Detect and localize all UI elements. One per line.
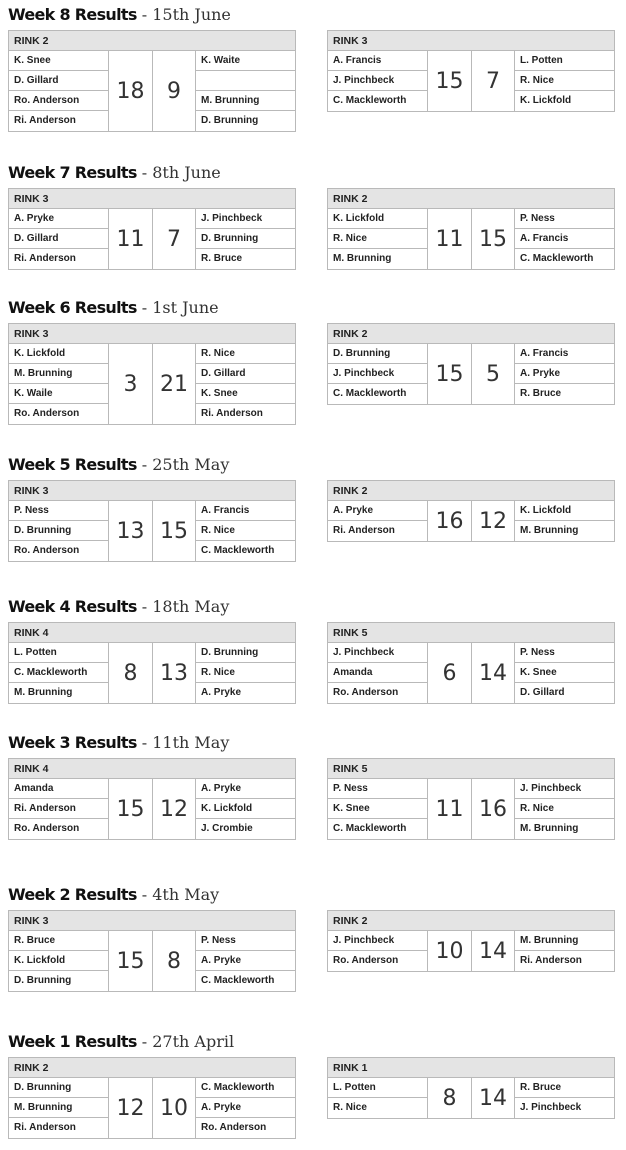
player-name: A. Pryke	[196, 779, 295, 799]
player-name: K. Lickfold	[515, 501, 614, 521]
away-team	[515, 1078, 614, 1118]
player-name: Amanda	[9, 779, 108, 799]
player-name: R. Nice	[333, 1102, 367, 1113]
home-team	[9, 501, 108, 561]
rink-card	[8, 758, 296, 840]
rink-card	[8, 188, 296, 270]
home-score: 11	[108, 209, 152, 269]
rink-label: RINK 2	[328, 324, 614, 344]
player-name: Ri. Anderson	[14, 1122, 76, 1133]
away-team	[196, 501, 295, 561]
home-score: 16	[427, 501, 471, 541]
player-name: M. Brunning	[333, 253, 392, 264]
home-team	[9, 51, 108, 131]
player-name: Ri. Anderson	[14, 253, 76, 264]
rink-body	[9, 779, 295, 839]
away-score: 8	[152, 931, 196, 991]
week-heading	[8, 454, 229, 476]
week-date: 11th May	[152, 733, 230, 752]
rink-card	[8, 1057, 296, 1139]
player-name: D. Brunning	[9, 521, 108, 541]
away-team	[196, 931, 295, 991]
player-name: K. Waile	[9, 384, 108, 404]
rink-label: RINK 3	[9, 481, 295, 501]
away-score: 14	[471, 1078, 515, 1118]
player-name: J. Crombie	[201, 823, 253, 834]
rink-card	[8, 323, 296, 425]
player-name: A. Francis	[328, 51, 427, 71]
home-team	[9, 643, 108, 703]
away-score: 12	[471, 501, 515, 541]
player-name: M. Brunning	[196, 91, 295, 111]
player-name: Ro. Anderson	[9, 91, 108, 111]
player-name: R. Bruce	[201, 253, 243, 264]
home-score: 11	[427, 209, 471, 269]
player-name: Ro. Anderson	[333, 955, 399, 966]
week-title: Week 7 Results	[8, 163, 137, 182]
home-team	[328, 1078, 427, 1118]
week-title: Week 4 Results	[8, 597, 137, 616]
away-score: 9	[152, 51, 196, 131]
player-name: J. Pinchbeck	[328, 364, 427, 384]
player-name: J. Pinchbeck	[196, 209, 295, 229]
week-heading	[8, 297, 219, 319]
title-separator: -	[136, 5, 153, 24]
rink-body	[328, 501, 614, 541]
player-name: R. Nice	[196, 663, 295, 683]
home-team	[328, 931, 427, 971]
away-score: 16	[471, 779, 515, 839]
away-score: 21	[152, 344, 196, 424]
home-team	[9, 1078, 108, 1138]
player-name: R. Bruce	[515, 1078, 614, 1098]
week-heading	[8, 4, 231, 26]
week-date: 27th April	[152, 1032, 235, 1051]
rink-label: RINK 2	[9, 31, 295, 51]
week-heading	[8, 162, 221, 184]
player-name: P. Ness	[515, 209, 614, 229]
home-team	[328, 209, 427, 269]
week-heading	[8, 884, 219, 906]
rink-body	[328, 1078, 614, 1118]
player-name: C. Mackleworth	[201, 975, 275, 986]
rink-body	[328, 344, 614, 404]
home-score: 15	[108, 931, 152, 991]
player-name: P. Ness	[328, 779, 427, 799]
away-score: 12	[152, 779, 196, 839]
player-name: D. Brunning	[14, 975, 72, 986]
player-name: Ro. Anderson	[14, 545, 80, 556]
away-team	[196, 209, 295, 269]
player-name: R. Nice	[196, 521, 295, 541]
away-score: 15	[471, 209, 515, 269]
week-title: Week 8 Results	[8, 5, 137, 24]
rink-card	[8, 30, 296, 132]
player-name: A. Francis	[515, 229, 614, 249]
week-date: 18th May	[152, 597, 230, 616]
player-name: C. Mackleworth	[333, 95, 407, 106]
title-separator: -	[136, 1032, 153, 1051]
player-name	[196, 71, 295, 91]
player-name: D. Brunning	[201, 115, 259, 126]
player-name: J. Pinchbeck	[520, 1102, 582, 1113]
away-score: 14	[471, 931, 515, 971]
rink-body	[9, 501, 295, 561]
away-score: 7	[152, 209, 196, 269]
home-team	[9, 209, 108, 269]
rink-card	[8, 910, 296, 992]
rink-body	[328, 931, 614, 971]
week-title: Week 2 Results	[8, 885, 137, 904]
player-name: D. Brunning	[328, 344, 427, 364]
player-name: A. Pryke	[328, 501, 427, 521]
week-heading	[8, 1031, 234, 1053]
rink-card	[327, 622, 615, 704]
player-name: M. Brunning	[9, 1098, 108, 1118]
rink-body	[328, 51, 614, 111]
week-heading	[8, 732, 229, 754]
player-name: D. Gillard	[196, 364, 295, 384]
rink-body	[9, 51, 295, 131]
week-title: Week 3 Results	[8, 733, 137, 752]
week-date: 1st June	[152, 298, 219, 317]
home-score: 13	[108, 501, 152, 561]
player-name: K. Snee	[9, 51, 108, 71]
home-score: 3	[108, 344, 152, 424]
player-name: Ro. Anderson	[333, 687, 399, 698]
player-name: C. Mackleworth	[333, 388, 407, 399]
rink-card	[327, 30, 615, 112]
away-score: 13	[152, 643, 196, 703]
player-name: D. Brunning	[196, 643, 295, 663]
player-name: R. Nice	[515, 71, 614, 91]
player-name: M. Brunning	[14, 687, 73, 698]
rink-card	[327, 480, 615, 542]
rink-card	[327, 758, 615, 840]
player-name: A. Francis	[196, 501, 295, 521]
player-name: A. Francis	[515, 344, 614, 364]
week-date: 25th May	[152, 455, 230, 474]
player-name: Ri. Anderson	[520, 955, 582, 966]
player-name: P. Ness	[9, 501, 108, 521]
player-name: J. Pinchbeck	[328, 643, 427, 663]
player-name: A. Pryke	[9, 209, 108, 229]
player-name: K. Lickfold	[9, 344, 108, 364]
rink-card	[327, 188, 615, 270]
away-team	[515, 209, 614, 269]
rink-card	[327, 910, 615, 972]
week-title: Week 6 Results	[8, 298, 137, 317]
player-name: R. Nice	[515, 799, 614, 819]
away-score: 15	[152, 501, 196, 561]
rink-label: RINK 5	[328, 623, 614, 643]
home-score: 6	[427, 643, 471, 703]
player-name: J. Pinchbeck	[328, 71, 427, 91]
rink-body	[328, 643, 614, 703]
rink-label: RINK 3	[328, 31, 614, 51]
away-team	[515, 931, 614, 971]
title-separator: -	[136, 455, 153, 474]
week-heading	[8, 596, 229, 618]
rink-body	[9, 209, 295, 269]
player-name: K. Snee	[328, 799, 427, 819]
rink-body	[9, 344, 295, 424]
week-date: 15th June	[152, 5, 231, 24]
player-name: L. Potten	[515, 51, 614, 71]
player-name: K. Waite	[196, 51, 295, 71]
away-team	[196, 1078, 295, 1138]
player-name: D. Gillard	[9, 229, 108, 249]
player-name: Ri. Anderson	[333, 525, 395, 536]
player-name: C. Mackleworth	[196, 1078, 295, 1098]
home-team	[328, 643, 427, 703]
player-name: Ro. Anderson	[14, 408, 80, 419]
away-team	[196, 779, 295, 839]
rink-body	[9, 643, 295, 703]
away-score: 7	[471, 51, 515, 111]
player-name: M. Brunning	[515, 931, 614, 951]
away-team	[515, 501, 614, 541]
rink-body	[9, 1078, 295, 1138]
rink-body	[328, 209, 614, 269]
home-score: 10	[427, 931, 471, 971]
home-score: 15	[108, 779, 152, 839]
player-name: Amanda	[328, 663, 427, 683]
home-team	[9, 931, 108, 991]
home-score: 8	[108, 643, 152, 703]
player-name: A. Pryke	[196, 951, 295, 971]
rink-card	[8, 622, 296, 704]
home-team	[328, 779, 427, 839]
player-name: K. Snee	[196, 384, 295, 404]
player-name: A. Pryke	[196, 1098, 295, 1118]
player-name: D. Brunning	[9, 1078, 108, 1098]
player-name: A. Pryke	[515, 364, 614, 384]
home-score: 18	[108, 51, 152, 131]
player-name: K. Lickfold	[196, 799, 295, 819]
player-name: R. Nice	[196, 344, 295, 364]
title-separator: -	[136, 885, 153, 904]
away-score: 10	[152, 1078, 196, 1138]
home-score: 11	[427, 779, 471, 839]
player-name: R. Bruce	[520, 388, 562, 399]
away-team	[196, 51, 295, 131]
player-name: Ro. Anderson	[14, 823, 80, 834]
rink-body	[328, 779, 614, 839]
rink-card	[8, 480, 296, 562]
title-separator: -	[136, 163, 153, 182]
player-name: D. Gillard	[9, 71, 108, 91]
player-name: Ro. Anderson	[201, 1122, 267, 1133]
player-name: J. Pinchbeck	[328, 931, 427, 951]
rink-card	[327, 323, 615, 405]
player-name: K. Lickfold	[520, 95, 572, 106]
player-name: A. Pryke	[201, 687, 242, 698]
rink-label: RINK 2	[328, 911, 614, 931]
week-date: 4th May	[152, 885, 220, 904]
away-team	[515, 344, 614, 404]
home-team	[328, 501, 427, 541]
player-name: L. Potten	[328, 1078, 427, 1098]
rink-label: RINK 4	[9, 623, 295, 643]
player-name: R. Bruce	[9, 931, 108, 951]
player-name: M. Brunning	[9, 364, 108, 384]
rink-label: RINK 3	[9, 324, 295, 344]
player-name: P. Ness	[515, 643, 614, 663]
home-score: 12	[108, 1078, 152, 1138]
away-team	[196, 344, 295, 424]
player-name: C. Mackleworth	[201, 545, 275, 556]
week-date: 8th June	[152, 163, 221, 182]
rink-body	[9, 931, 295, 991]
rink-label: RINK 2	[328, 481, 614, 501]
rink-card	[327, 1057, 615, 1119]
home-score: 8	[427, 1078, 471, 1118]
player-name: M. Brunning	[520, 823, 579, 834]
player-name: M. Brunning	[520, 525, 579, 536]
away-score: 14	[471, 643, 515, 703]
home-team	[328, 51, 427, 111]
rink-label: RINK 1	[328, 1058, 614, 1078]
week-title: Week 5 Results	[8, 455, 137, 474]
player-name: D. Brunning	[196, 229, 295, 249]
rink-label: RINK 2	[328, 189, 614, 209]
away-team	[196, 643, 295, 703]
home-team	[9, 779, 108, 839]
player-name: J. Pinchbeck	[515, 779, 614, 799]
title-separator: -	[136, 733, 153, 752]
player-name: Ri. Anderson	[201, 408, 263, 419]
home-team	[328, 344, 427, 404]
away-team	[515, 51, 614, 111]
home-score: 15	[427, 51, 471, 111]
player-name: K. Lickfold	[328, 209, 427, 229]
player-name: K. Lickfold	[9, 951, 108, 971]
away-team	[515, 779, 614, 839]
rink-label: RINK 3	[9, 911, 295, 931]
rink-label: RINK 4	[9, 759, 295, 779]
home-score: 15	[427, 344, 471, 404]
player-name: K. Snee	[515, 663, 614, 683]
player-name: R. Nice	[328, 229, 427, 249]
player-name: Ri. Anderson	[9, 799, 108, 819]
away-score: 5	[471, 344, 515, 404]
rink-label: RINK 2	[9, 1058, 295, 1078]
rink-label: RINK 5	[328, 759, 614, 779]
player-name: C. Mackleworth	[333, 823, 407, 834]
player-name: D. Gillard	[520, 687, 565, 698]
player-name: P. Ness	[196, 931, 295, 951]
away-team	[515, 643, 614, 703]
title-separator: -	[136, 298, 153, 317]
rink-label: RINK 3	[9, 189, 295, 209]
home-team	[9, 344, 108, 424]
week-title: Week 1 Results	[8, 1032, 137, 1051]
title-separator: -	[136, 597, 153, 616]
player-name: C. Mackleworth	[9, 663, 108, 683]
player-name: C. Mackleworth	[520, 253, 594, 264]
player-name: Ri. Anderson	[14, 115, 76, 126]
player-name: L. Potten	[9, 643, 108, 663]
